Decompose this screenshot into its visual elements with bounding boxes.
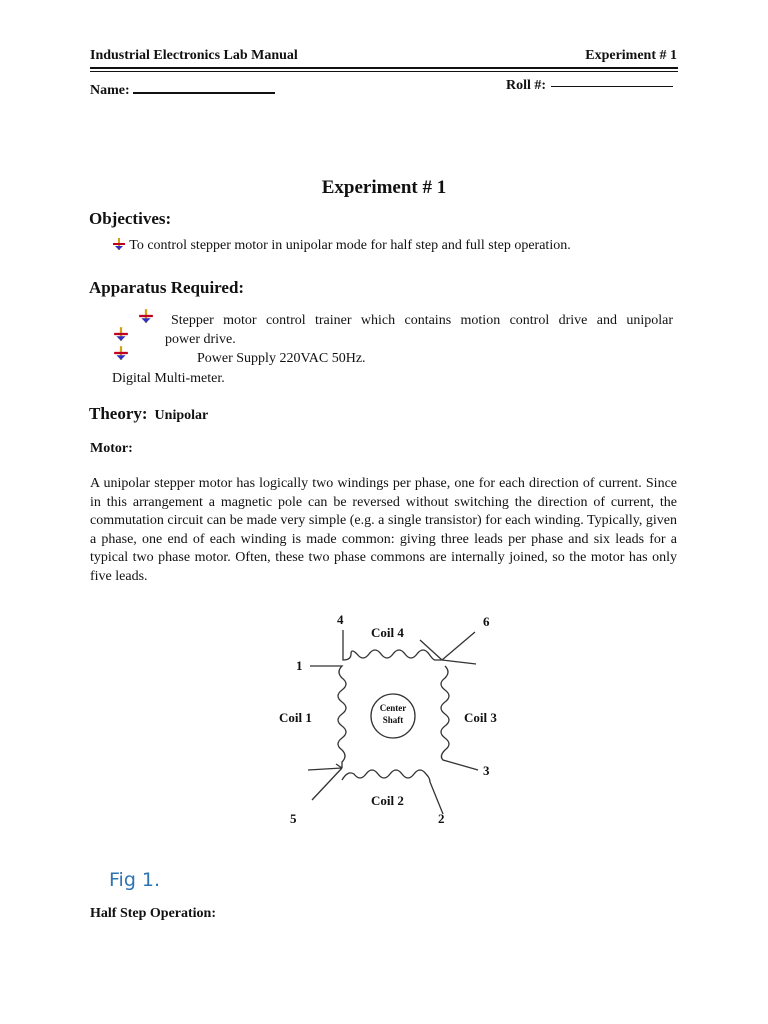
- stepper-coil-diagram: [270, 604, 510, 834]
- coil-1-label: Coil 1: [279, 710, 312, 725]
- lead-5-wire: [308, 764, 342, 800]
- theory-heading-row: [89, 404, 208, 424]
- lead-3-label: 3: [483, 763, 490, 778]
- arrow-bullet-icon: [112, 237, 126, 251]
- page-title: Experiment # 1: [321, 177, 447, 198]
- lead-5-label: 5: [290, 811, 297, 826]
- lead-2-label: 2: [438, 811, 445, 826]
- objective-text: To control stepper motor in unipolar mode for half step and full step operation.: [129, 238, 571, 253]
- objective-item: [112, 237, 571, 256]
- header-rule-thick: [90, 67, 678, 69]
- name-blank: [133, 78, 275, 94]
- name-label: Name:: [90, 83, 130, 98]
- roll-field: [506, 78, 546, 94]
- figure-caption: Fig 1.: [109, 869, 161, 891]
- apparatus-item-2: Power Supply 220VAC 50Hz.: [197, 351, 366, 366]
- apparatus-item-1-line-1: Stepper motor control trainer which contains motion control drive and unipolar: [171, 313, 673, 328]
- coil-3-label: Coil 3: [464, 710, 497, 725]
- apparatus-item-3: Digital Multi-meter.: [112, 371, 225, 386]
- theory-heading: Theory:: [89, 404, 148, 423]
- theory-subheading-unipolar: Unipolar: [154, 408, 209, 423]
- roll-label: Roll #:: [506, 78, 547, 93]
- coil-4-label: Coil 4: [371, 625, 404, 640]
- manual-title: Industrial Electronics Lab Manual: [90, 48, 298, 63]
- arrow-bullet-icon: [113, 326, 129, 342]
- objectives-heading: Objectives:: [89, 209, 172, 228]
- lead-1-label: 1: [296, 658, 303, 673]
- apparatus-item-1-line-2: power drive.: [165, 332, 236, 347]
- center-label-line-1: Center: [379, 703, 407, 713]
- roll-blank: [551, 86, 673, 87]
- experiment-number-header: Experiment # 1: [585, 48, 677, 63]
- apparatus-heading: Apparatus Required:: [89, 278, 245, 297]
- name-field: [90, 78, 275, 99]
- arrow-bullet-icon: [138, 308, 154, 324]
- lead-4-label: 4: [337, 612, 344, 627]
- coil-2-label: Coil 2: [371, 793, 404, 808]
- theory-paragraph: A unipolar stepper motor has logically two windings per phase, one for each direction of current. Since in this arrangement a magnetic pole can be reversed without switching the direction of current, the commutation circuit can be made very simple (e.g. a single transistor) for each winding. Typically, given a phase, one end of each winding is made common: giving three leads per phase and six leads for a typical two phase motor. Often, these two phase commons are internally joined, so the motor has only five leads.: [90, 476, 677, 584]
- coil-1-winding: [310, 666, 346, 768]
- half-step-heading: Half Step Operation:: [90, 906, 216, 921]
- center-label-line-2: Shaft: [382, 715, 404, 725]
- lead-6-wire: [420, 632, 476, 664]
- arrow-bullet-icon: [113, 345, 129, 361]
- lead-6-label: 6: [483, 614, 490, 629]
- theory-subheading-motor: Motor:: [90, 441, 133, 456]
- header-rule-thin: [90, 71, 678, 72]
